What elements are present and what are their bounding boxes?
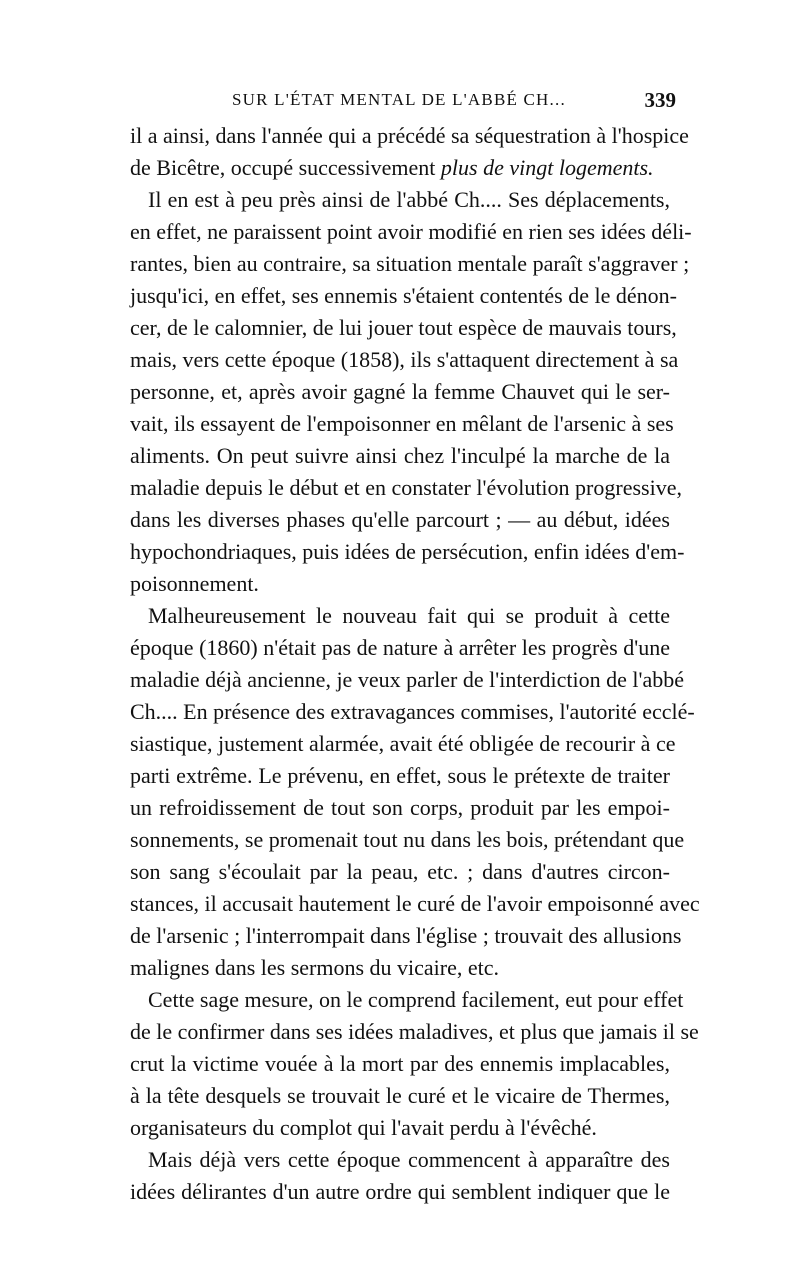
text-line: malignes dans les sermons du vicaire, etc.: [130, 955, 500, 980]
text-line: siastique, justement alarmée, avait été obligée de recourir à ce: [130, 731, 676, 756]
text-line: organisateurs du complot qui l'avait perdu à l'évêché.: [130, 1115, 597, 1140]
page-number: 339: [644, 88, 676, 112]
text-line: [130, 152, 670, 184]
text-line: à la tête desquels se trouvait le curé et le vicaire de Thermes,: [130, 1083, 670, 1108]
text-line: crut la victime vouée à la mort par des ennemis implacables,: [130, 1051, 670, 1076]
text-line: vait, ils essayent de l'empoisonner en mêlant de l'arsenic à ses: [130, 411, 674, 436]
text-line: hypochondriaques, puis idées de persécution, enfin idées d'em-: [130, 539, 685, 564]
text-line: maladie déjà ancienne, je veux parler de l'interdiction de l'abbé: [130, 667, 685, 692]
text-line: jusqu'ici, en effet, ses ennemis s'étaient contentés de le dénon-: [130, 283, 677, 308]
text-line: il a ainsi, dans l'année qui a précédé sa séquestration à l'hospice: [130, 123, 689, 148]
text-span: de Bicêtre, occupé successivement: [130, 155, 441, 180]
text-line: époque (1860) n'était pas de nature à arrêter les progrès d'une: [130, 635, 670, 660]
text-line: de l'arsenic ; l'interrompait dans l'église ; trouvait des allusions: [130, 923, 682, 948]
text-line: un refroidissement de tout son corps, produit par les empoi-: [130, 795, 670, 820]
text-line: en effet, ne paraissent point avoir modifié en rien ses idées déli-: [130, 219, 692, 244]
text-line: poisonnement.: [130, 571, 259, 596]
italic-phrase: plus de vingt logements.: [440, 155, 654, 180]
text-line: de le confirmer dans ses idées maladives, et plus que jamais il se: [130, 1019, 699, 1044]
text-line: aliments. On peut suivre ainsi chez l'inculpé la marche de la: [130, 443, 670, 468]
text-line: personne, et, après avoir gagné la femme Chauvet qui le ser-: [130, 379, 670, 404]
text-line: cer, de le calomnier, de lui jouer tout espèce de mauvais tours,: [130, 315, 677, 340]
text-line: mais, vers cette époque (1858), ils s'attaquent directement à sa: [130, 347, 679, 372]
text-line: rantes, bien au contraire, sa situation mentale paraît s'aggraver ;: [130, 251, 690, 276]
text-line: parti extrême. Le prévenu, en effet, sous le prétexte de traiter: [130, 763, 670, 788]
text-line: idées délirantes d'un autre ordre qui semblent indiquer que le: [130, 1179, 670, 1204]
text-line: Mais déjà vers cette époque commencent à apparaître des: [148, 1147, 670, 1172]
text-line: maladie depuis le début et en constater l'évolution progressive,: [130, 475, 682, 500]
running-head: [130, 90, 680, 120]
text-line: Cette sage mesure, on le comprend facilement, eut pour effet: [148, 987, 684, 1012]
text-line: sonnements, se promenait tout nu dans les bois, prétendant que: [130, 827, 685, 852]
text-line: stances, il accusait hautement le curé de l'avoir empoisonné avec: [130, 891, 700, 916]
text-line: son sang s'écoulait par la peau, etc. ; dans d'autres circon-: [130, 859, 670, 884]
text-line: Il en est à peu près ainsi de l'abbé Ch.... Ses déplacements,: [148, 187, 670, 212]
running-title: SUR L'ÉTAT MENTAL DE L'ABBÉ CH...: [232, 90, 566, 109]
text-line: Ch.... En présence des extravagances commises, l'autorité ecclé-: [130, 699, 695, 724]
text-line: dans les diverses phases qu'elle parcourt ; — au début, idées: [130, 507, 670, 532]
text-line: Malheureusement le nouveau fait qui se produit à cette: [148, 603, 670, 628]
